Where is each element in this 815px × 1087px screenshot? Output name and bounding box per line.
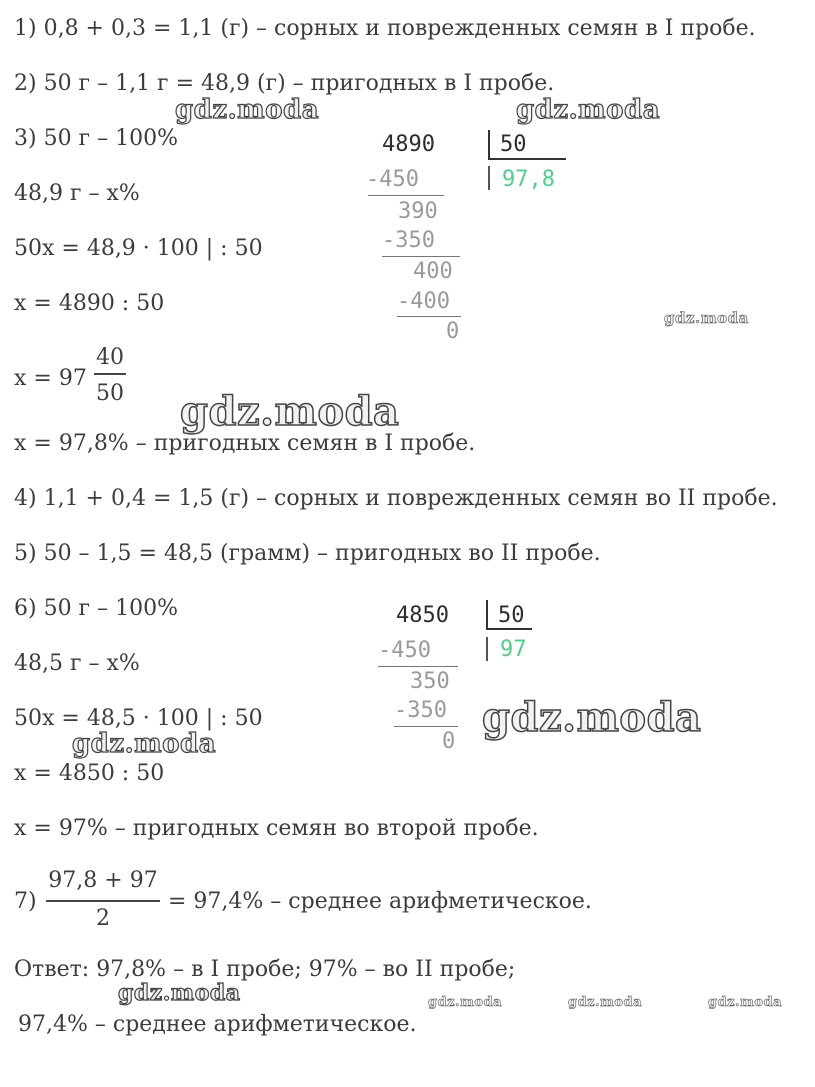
answer-line: Ответ: 97,8% – в I пробе; 97% – во II пробе; [14, 957, 516, 982]
step-1: 1) 0,8 + 0,3 = 1,1 (г) – сорных и поврежденных семян в I пробе. [14, 16, 756, 41]
subtrahend: -450 [378, 638, 431, 663]
watermark: gdz.moda [118, 980, 241, 1006]
final-remainder: 0 [442, 729, 456, 754]
subtrahend: -400 [397, 289, 450, 314]
watermark: gdz.moda [482, 694, 702, 741]
watermark: gdz.moda [180, 388, 400, 435]
divisor-underline [490, 158, 566, 160]
step-4: 4) 1,1 + 0,4 = 1,5 (г) – сорных и поврежденных семян во II пробе. [14, 486, 778, 511]
quotient: 97,8 [502, 167, 555, 192]
watermark: gdz.moda [72, 729, 217, 759]
watermark: gdz.moda [428, 995, 503, 1010]
fraction-bar [46, 900, 160, 902]
subtraction-rule [397, 316, 461, 317]
subtrahend: -450 [366, 167, 419, 192]
equation-line: x = 4890 : 50 [14, 291, 165, 316]
dividend: 4850 [396, 603, 449, 628]
subtraction-rule [368, 195, 444, 196]
proportion-line: 48,9 г – x% [14, 181, 140, 206]
equation-line: x = 4850 : 50 [14, 761, 165, 786]
result-line: x = 97,8% – пригодных семян в I пробе. [14, 431, 476, 456]
fraction-numerator: 40 [96, 345, 124, 370]
subtraction-rule [382, 256, 460, 257]
division-vertical-bar [488, 130, 490, 160]
watermark: gdz.moda [175, 95, 320, 125]
division-vertical-bar [486, 637, 488, 661]
result-line: x = 97% – пригодных семян во второй пробе. [14, 816, 539, 841]
division-vertical-bar [486, 600, 488, 630]
divisor: 50 [500, 132, 527, 157]
remainder: 400 [413, 259, 453, 284]
subtraction-rule [394, 726, 458, 727]
step-3: 3) 50 г – 100% [14, 126, 178, 151]
watermark: gdz.moda [568, 995, 643, 1010]
equation-line: 50x = 48,9 · 100 | : 50 [14, 236, 263, 261]
subtraction-rule [378, 666, 458, 667]
fraction-numerator: 97,8 + 97 [48, 868, 158, 893]
remainder: 390 [398, 199, 438, 224]
dividend: 4890 [382, 132, 435, 157]
division-vertical-bar [488, 166, 490, 190]
step-7-label: 7) [14, 889, 37, 914]
remainder: 350 [410, 669, 450, 694]
watermark: gdz.moda [708, 995, 783, 1010]
step-2: 2) 50 г – 1,1 г = 48,9 (г) – пригодных в I пробе. [14, 71, 555, 96]
step-6: 6) 50 г – 100% [14, 596, 178, 621]
subtrahend: -350 [394, 698, 447, 723]
step-5: 5) 50 – 1,5 = 48,5 (грамм) – пригодных во II пробе. [14, 541, 601, 566]
answer-line-2: 97,4% – среднее арифметическое. [18, 1012, 417, 1037]
step-7-result: = 97,4% – среднее арифметическое. [168, 889, 592, 914]
subtrahend: -350 [382, 228, 435, 253]
fraction-denominator: 50 [96, 381, 124, 406]
watermark: gdz.moda [664, 309, 749, 327]
fraction-denominator: 2 [96, 906, 110, 931]
divisor-underline [488, 628, 532, 630]
quotient: 97 [500, 637, 527, 662]
equation-line: 50x = 48,5 · 100 | : 50 [14, 706, 263, 731]
divisor: 50 [498, 603, 525, 628]
mixed-number-whole: x = 97 [14, 366, 87, 391]
fraction-bar [94, 373, 126, 375]
watermark: gdz.moda [516, 95, 661, 125]
proportion-line: 48,5 г – x% [14, 651, 140, 676]
final-remainder: 0 [446, 319, 460, 344]
